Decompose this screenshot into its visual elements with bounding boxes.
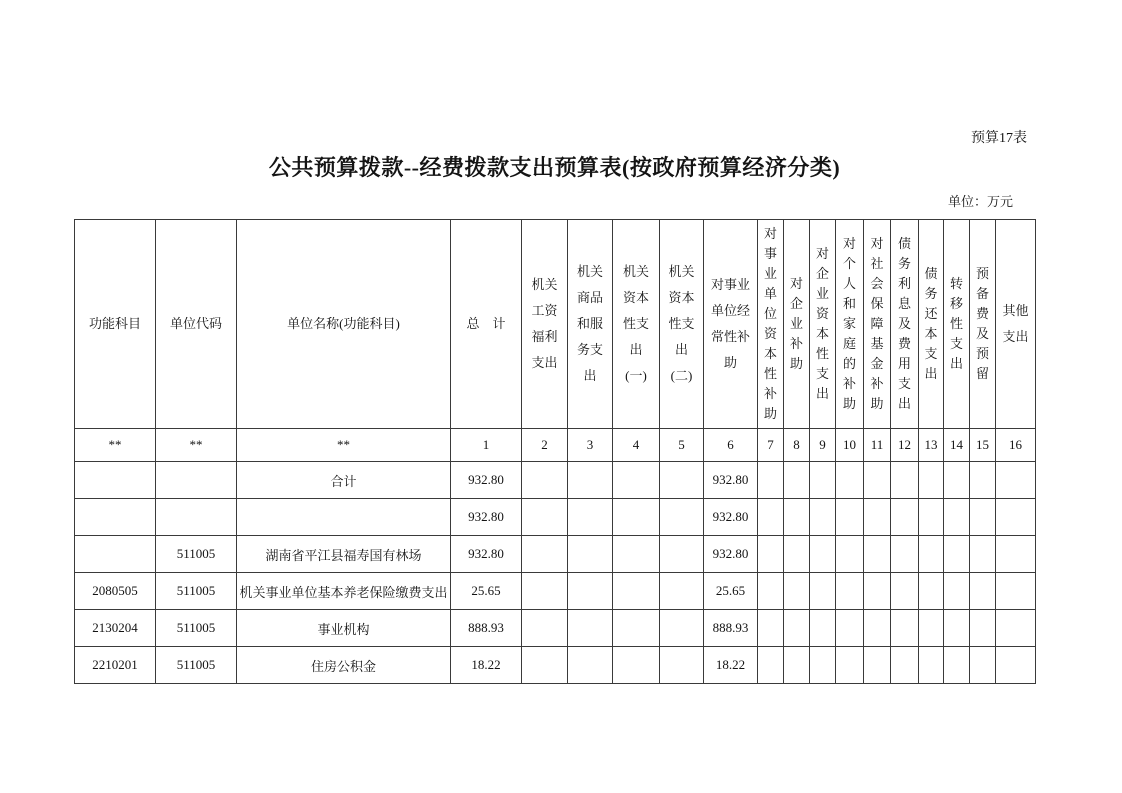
column-header-label: 债务还本支出	[924, 266, 938, 381]
table-row	[75, 573, 1036, 610]
column-index: **	[75, 429, 156, 462]
data-cell	[810, 647, 836, 684]
column-header	[522, 220, 568, 429]
data-cell	[919, 499, 944, 536]
data-cell	[996, 573, 1036, 610]
data-cell: 511005	[156, 536, 237, 573]
column-index: 14	[944, 429, 970, 462]
data-cell	[613, 499, 660, 536]
data-cell	[613, 610, 660, 647]
data-cell: 932.80	[451, 499, 522, 536]
data-cell	[891, 573, 919, 610]
column-header	[784, 220, 810, 429]
column-header	[237, 220, 451, 429]
data-cell	[944, 536, 970, 573]
column-header	[836, 220, 864, 429]
column-index: 13	[919, 429, 944, 462]
data-cell	[784, 647, 810, 684]
table-row	[75, 499, 1036, 536]
data-cell	[758, 647, 784, 684]
column-header	[996, 220, 1036, 429]
data-cell	[944, 499, 970, 536]
data-cell: 932.80	[704, 462, 758, 499]
data-cell	[836, 462, 864, 499]
column-header	[864, 220, 891, 429]
column-header-label: 对企业资本性支出	[815, 246, 829, 401]
data-cell	[758, 573, 784, 610]
header-row	[75, 220, 1036, 429]
data-cell	[919, 462, 944, 499]
data-cell	[660, 499, 704, 536]
column-header-label: 机关工资福利支出	[531, 277, 558, 370]
data-cell	[864, 647, 891, 684]
column-header-label: 机关资本性支出(一)	[622, 264, 649, 383]
column-index: 1	[451, 429, 522, 462]
data-cell: 18.22	[451, 647, 522, 684]
data-cell	[522, 462, 568, 499]
column-header	[156, 220, 237, 429]
table-row	[75, 647, 1036, 684]
data-cell	[613, 647, 660, 684]
column-index: 12	[891, 429, 919, 462]
data-cell	[522, 536, 568, 573]
column-header-label: 转移性支出	[949, 276, 963, 371]
table-number-label: 预算17表	[971, 131, 1027, 146]
column-index: 11	[864, 429, 891, 462]
column-header	[568, 220, 613, 429]
data-cell	[758, 610, 784, 647]
data-cell	[613, 536, 660, 573]
data-cell	[891, 610, 919, 647]
data-cell	[944, 462, 970, 499]
data-cell	[919, 573, 944, 610]
data-cell	[996, 462, 1036, 499]
data-cell	[836, 647, 864, 684]
column-index: 2	[522, 429, 568, 462]
data-cell: 18.22	[704, 647, 758, 684]
data-cell	[660, 610, 704, 647]
data-cell: 932.80	[451, 536, 522, 573]
data-cell	[970, 610, 996, 647]
data-cell	[568, 573, 613, 610]
column-index: **	[156, 429, 237, 462]
page-title: 公共预算拨款--经费拨款支出预算表(按政府预算经济分类)	[268, 155, 841, 180]
data-cell: 888.93	[451, 610, 522, 647]
column-index: 3	[568, 429, 613, 462]
column-header	[944, 220, 970, 429]
column-index: 16	[996, 429, 1036, 462]
column-header-label: 对企业补助	[789, 276, 803, 371]
data-cell	[660, 573, 704, 610]
data-cell	[613, 573, 660, 610]
column-index: 9	[810, 429, 836, 462]
column-header-label: 单位名称(功能科目)	[287, 315, 400, 331]
column-header	[758, 220, 784, 429]
column-index: 15	[970, 429, 996, 462]
data-cell	[810, 499, 836, 536]
unit-label: 单位：万元	[947, 194, 1013, 209]
data-cell	[919, 610, 944, 647]
table-row	[75, 462, 1036, 499]
data-cell	[970, 573, 996, 610]
data-cell	[784, 573, 810, 610]
data-cell: 2080505	[75, 573, 156, 610]
data-cell: 932.80	[704, 499, 758, 536]
data-cell	[864, 499, 891, 536]
column-index: 4	[613, 429, 660, 462]
column-header-label: 对社会保障基金补助	[870, 236, 884, 411]
column-header-label: 总 计	[466, 315, 506, 331]
data-cell	[568, 536, 613, 573]
data-cell	[944, 610, 970, 647]
data-cell	[891, 647, 919, 684]
data-cell: 2210201	[75, 647, 156, 684]
column-index: 5	[660, 429, 704, 462]
data-cell	[156, 499, 237, 536]
data-cell	[522, 647, 568, 684]
data-cell	[996, 499, 1036, 536]
column-header	[75, 220, 156, 429]
column-header	[451, 220, 522, 429]
column-header-label: 债务利息及费用支出	[897, 236, 911, 411]
data-cell	[660, 462, 704, 499]
data-cell: 511005	[156, 610, 237, 647]
data-cell	[891, 536, 919, 573]
column-index: 6	[704, 429, 758, 462]
data-cell: 2130204	[75, 610, 156, 647]
data-cell	[891, 462, 919, 499]
table-header	[75, 220, 1036, 462]
data-cell	[522, 610, 568, 647]
data-cell: 511005	[156, 573, 237, 610]
data-cell	[784, 462, 810, 499]
data-cell: 932.80	[704, 536, 758, 573]
column-index: 8	[784, 429, 810, 462]
data-cell: 25.65	[451, 573, 522, 610]
data-cell	[568, 499, 613, 536]
data-cell	[970, 647, 996, 684]
data-cell	[919, 536, 944, 573]
data-cell: 511005	[156, 647, 237, 684]
data-cell	[919, 647, 944, 684]
data-cell	[970, 536, 996, 573]
column-index: 7	[758, 429, 784, 462]
data-cell: 湖南省平江县福寿国有林场	[237, 536, 451, 573]
table-body	[75, 462, 1036, 684]
data-cell: 合计	[237, 462, 451, 499]
budget-table	[74, 219, 1036, 684]
column-header	[613, 220, 660, 429]
data-cell	[996, 647, 1036, 684]
data-cell	[568, 610, 613, 647]
column-header	[660, 220, 704, 429]
column-header-label: 其他支出	[1002, 303, 1029, 344]
data-cell	[237, 499, 451, 536]
data-cell	[996, 536, 1036, 573]
data-cell	[784, 499, 810, 536]
data-cell	[970, 462, 996, 499]
data-cell	[156, 462, 237, 499]
data-cell	[864, 462, 891, 499]
data-cell: 888.93	[704, 610, 758, 647]
data-cell	[944, 573, 970, 610]
data-cell: 事业机构	[237, 610, 451, 647]
column-header-label: 预备费及预留	[975, 266, 989, 381]
data-cell	[75, 462, 156, 499]
data-cell	[75, 536, 156, 573]
data-cell: 932.80	[451, 462, 522, 499]
data-cell	[864, 573, 891, 610]
column-header	[970, 220, 996, 429]
column-index: **	[237, 429, 451, 462]
data-cell	[864, 536, 891, 573]
data-cell	[758, 536, 784, 573]
data-cell	[784, 536, 810, 573]
data-cell	[568, 647, 613, 684]
column-header-label: 对事业单位资本性补助	[763, 226, 777, 421]
column-header-label: 对个人和家庭的补助	[842, 236, 856, 411]
data-cell	[970, 499, 996, 536]
data-cell	[836, 610, 864, 647]
data-cell: 25.65	[704, 573, 758, 610]
data-cell	[660, 647, 704, 684]
data-cell	[784, 610, 810, 647]
table-row	[75, 536, 1036, 573]
data-cell	[810, 573, 836, 610]
data-cell	[568, 462, 613, 499]
column-header	[810, 220, 836, 429]
data-cell	[836, 573, 864, 610]
data-cell	[996, 610, 1036, 647]
data-cell	[836, 536, 864, 573]
data-cell	[836, 499, 864, 536]
data-cell	[522, 499, 568, 536]
data-cell	[944, 647, 970, 684]
data-cell	[810, 610, 836, 647]
data-cell	[891, 499, 919, 536]
data-cell	[660, 536, 704, 573]
data-cell	[758, 499, 784, 536]
column-header-label: 对事业单位经常性补助	[710, 277, 750, 370]
column-index: 10	[836, 429, 864, 462]
column-header	[919, 220, 944, 429]
index-row	[75, 429, 1036, 462]
data-cell	[810, 462, 836, 499]
column-header	[891, 220, 919, 429]
data-cell	[613, 462, 660, 499]
column-header-label: 单位代码	[169, 315, 222, 331]
data-cell	[758, 462, 784, 499]
table-row	[75, 610, 1036, 647]
column-header	[704, 220, 758, 429]
data-cell	[75, 499, 156, 536]
data-cell	[810, 536, 836, 573]
column-header-label: 机关商品和服务支出	[576, 264, 603, 383]
column-header-label: 机关资本性支出(二)	[668, 264, 695, 383]
column-header-label: 功能科目	[88, 315, 141, 331]
data-cell: 机关事业单位基本养老保险缴费支出	[237, 573, 451, 610]
data-cell: 住房公积金	[237, 647, 451, 684]
data-cell	[522, 573, 568, 610]
data-cell	[864, 610, 891, 647]
